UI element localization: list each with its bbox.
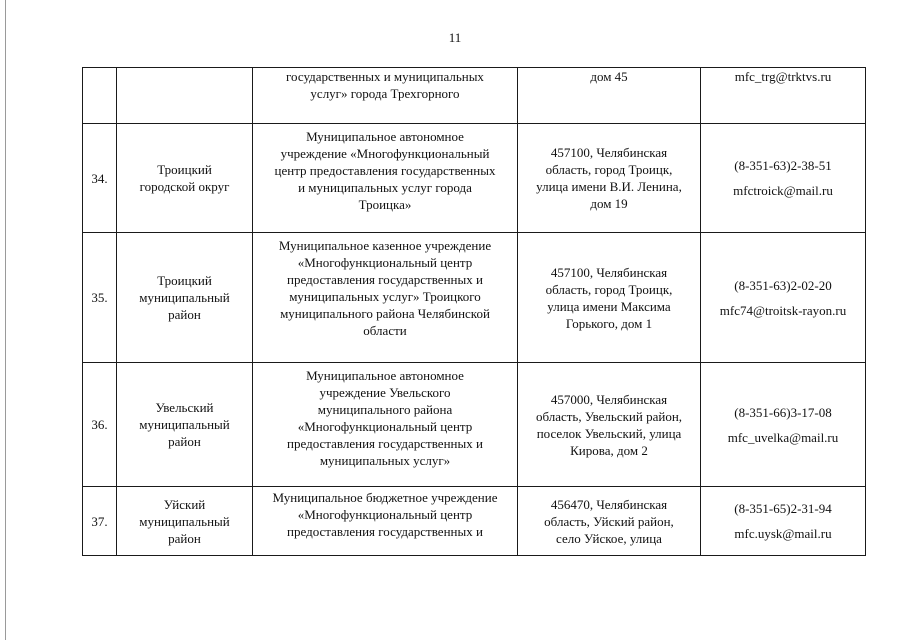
contacts xyxy=(701,487,866,556)
table-row xyxy=(83,363,866,487)
row-number: 35. xyxy=(83,233,117,363)
email-address: mfc.uysk@mail.ru xyxy=(734,526,832,541)
contacts xyxy=(701,68,866,124)
table-row xyxy=(83,487,866,556)
address: дом 45 xyxy=(518,68,701,124)
email-address: mfctroick@mail.ru xyxy=(733,183,833,198)
organization-name: Муниципальное автономное учреждение Увельского муниципального района «Многофункциональный центр предоставления государственных и муниципальных услуг» xyxy=(253,363,518,487)
district-name: Увельский муниципальный район xyxy=(117,363,253,487)
contacts xyxy=(701,363,866,487)
address: 456470, Челябинская область, Уйский район, село Уйское, улица xyxy=(518,487,701,556)
phone-number: (8-351-63)2-02-20 xyxy=(734,277,832,293)
scan-edge-line xyxy=(5,0,6,640)
mfc-table xyxy=(82,67,866,556)
email-address: mfc_uvelka@mail.ru xyxy=(727,429,839,445)
organization-name: Муниципальное автономное учреждение «Многофункциональный центр предоставления государственных и муниципальных услуг города Троицка» xyxy=(253,124,518,233)
table-row xyxy=(83,124,866,233)
contacts xyxy=(701,124,866,233)
organization-name: Муниципальное казенное учреждение «Многофункциональный центр предоставления государственных и муниципальных услуг» Троицкого муниципального района Челябинской области xyxy=(253,233,518,363)
district-name: Троицкий муниципальный район xyxy=(117,233,253,363)
table-row xyxy=(83,68,866,124)
row-number xyxy=(83,68,117,124)
phone-number: (8-351-63)2-38-51 xyxy=(734,158,832,173)
district-name: Троицкий городской округ xyxy=(117,124,253,233)
district-name xyxy=(117,68,253,124)
table-row xyxy=(83,233,866,363)
row-number: 34. xyxy=(83,124,117,233)
row-number: 37. xyxy=(83,487,117,556)
contacts xyxy=(701,233,866,363)
organization-name: Муниципальное бюджетное учреждение «Многофункциональный центр предоставления государственных и xyxy=(253,487,518,556)
district-name: Уйский муниципальный район xyxy=(117,487,253,556)
email-address: mfc74@troitsk-rayon.ru xyxy=(719,302,847,318)
email-address: mfc_trg@trktvs.ru xyxy=(734,69,832,84)
row-number: 36. xyxy=(83,363,117,487)
phone-number: (8-351-65)2-31-94 xyxy=(734,501,832,516)
page-number: 11 xyxy=(448,30,462,45)
phone-number: (8-351-66)3-17-08 xyxy=(734,404,832,420)
address: 457100, Челябинская область, город Троицк, улица имени Максима Горького, дом 1 xyxy=(518,233,701,363)
organization-name: государственных и муниципальных услуг» города Трехгорного xyxy=(253,68,518,124)
address: 457100, Челябинская область, город Троицк, улица имени В.И. Ленина, дом 19 xyxy=(518,124,701,233)
address: 457000, Челябинская область, Увельский район, поселок Увельский, улица Кирова, дом 2 xyxy=(518,363,701,487)
